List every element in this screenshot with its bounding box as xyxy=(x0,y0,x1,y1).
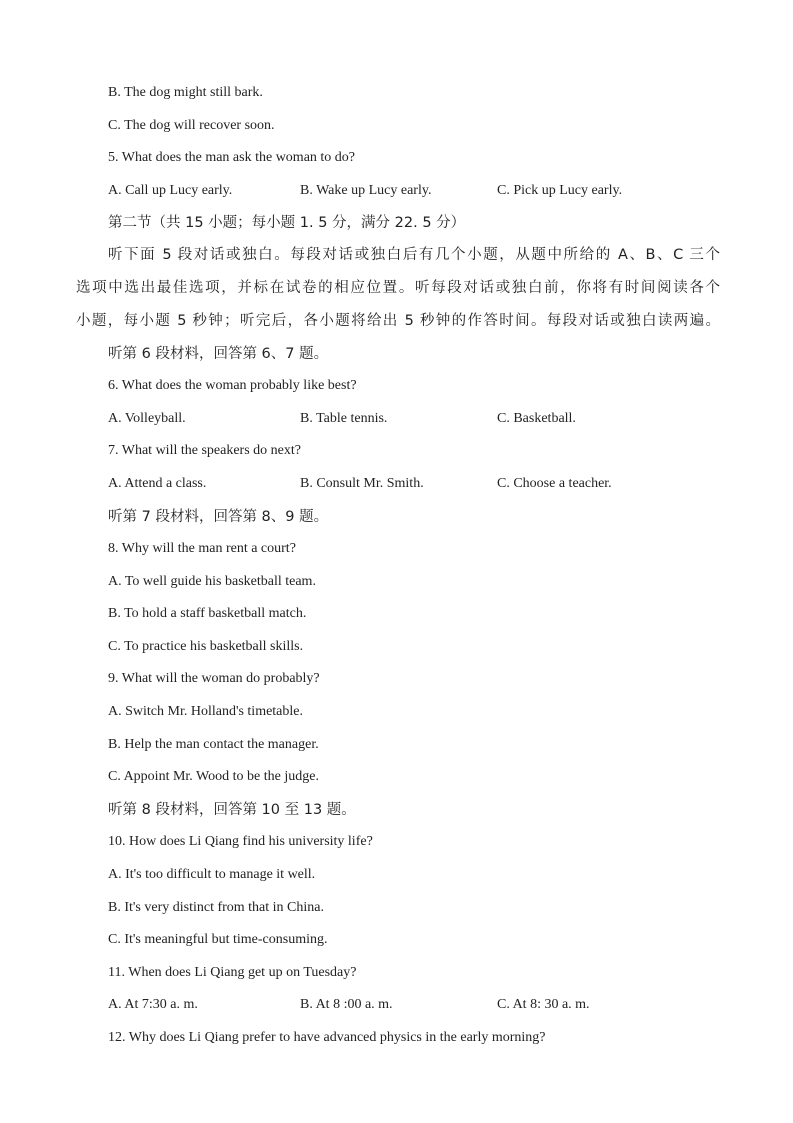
section2-instructions-2: 选项中选出最佳选项，并标在试卷的相应位置。听每段对话或独白前，你将有时间阅读各个 xyxy=(76,280,720,296)
q12-question: 12. Why does Li Qiang prefer to have advanced physics in the early morning? xyxy=(108,1030,546,1045)
q9-option-b: B. Help the man contact the manager. xyxy=(108,737,319,752)
q4-option-b: B. The dog might still bark. xyxy=(108,85,263,100)
q11-option-b: B. At 8 :00 a. m. xyxy=(300,997,393,1012)
q9-question: 9. What will the woman do probably? xyxy=(108,671,320,686)
q5-option-b: B. Wake up Lucy early. xyxy=(300,183,432,198)
q10-option-c: C. It's meaningful but time-consuming. xyxy=(108,932,328,947)
q5-option-c: C. Pick up Lucy early. xyxy=(497,183,623,198)
q8-option-a: A. To well guide his basketball team. xyxy=(108,574,316,589)
q11-option-c: C. At 8: 30 a. m. xyxy=(497,997,590,1012)
q10-option-a: A. It's too difficult to manage it well. xyxy=(108,867,316,882)
q11-question: 11. When does Li Qiang get up on Tuesday? xyxy=(108,965,357,980)
part7-intro: 听第 7 段材料，回答第 8、9 题。 xyxy=(108,509,329,525)
q6-option-c: C. Basketball. xyxy=(497,411,576,426)
q7-option-a: A. Attend a class. xyxy=(108,476,207,491)
section2-heading: 第二节（共 15 小题；每小题 1. 5 分，满分 22. 5 分） xyxy=(108,215,466,231)
q6-option-a: A. Volleyball. xyxy=(108,411,186,426)
q5-option-a: A. Call up Lucy early. xyxy=(108,183,233,198)
section2-instructions-3: 小题，每小题 5 秒钟；听完后，各小题将给出 5 秒钟的作答时间。每段对话或独白读两遍。 xyxy=(76,313,720,329)
q4-option-c: C. The dog will recover soon. xyxy=(108,118,275,133)
part6-intro: 听第 6 段材料，回答第 6、7 题。 xyxy=(108,346,329,362)
part8-intro: 听第 8 段材料，回答第 10 至 13 题。 xyxy=(108,802,356,818)
section2-instructions-1: 听下面 5 段对话或独白。每段对话或独白后有几个小题，从题中所给的 A、B、C 三个 xyxy=(108,247,720,263)
q8-question: 8. Why will the man rent a court? xyxy=(108,541,296,556)
q10-option-b: B. It's very distinct from that in China. xyxy=(108,900,324,915)
q10-question: 10. How does Li Qiang find his university life? xyxy=(108,834,373,849)
q9-option-c: C. Appoint Mr. Wood to be the judge. xyxy=(108,769,319,784)
q5-question: 5. What does the man ask the woman to do? xyxy=(108,150,356,165)
q7-option-b: B. Consult Mr. Smith. xyxy=(300,476,424,491)
q9-option-a: A. Switch Mr. Holland's timetable. xyxy=(108,704,304,719)
q6-option-b: B. Table tennis. xyxy=(300,411,388,426)
q8-option-c: C. To practice his basketball skills. xyxy=(108,639,304,654)
q7-question: 7. What will the speakers do next? xyxy=(108,443,301,458)
q7-option-c: C. Choose a teacher. xyxy=(497,476,612,491)
q6-question: 6. What does the woman probably like best? xyxy=(108,378,357,393)
q8-option-b: B. To hold a staff basketball match. xyxy=(108,606,307,621)
q11-option-a: A. At 7:30 a. m. xyxy=(108,997,198,1012)
